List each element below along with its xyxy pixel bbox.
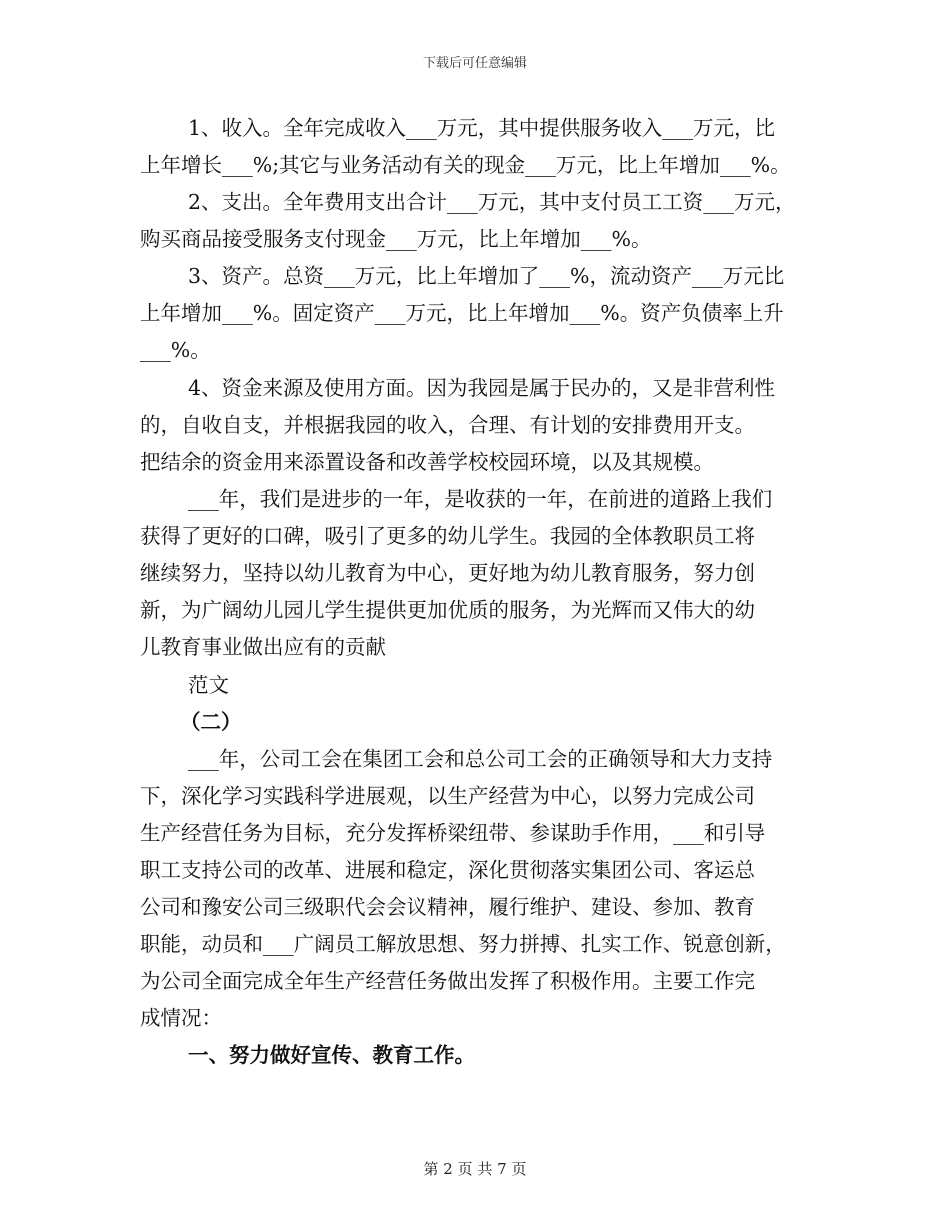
- body-line: 范文: [188, 673, 229, 697]
- body-line: 继续努力，坚持以幼儿教育为中心，更好地为幼儿教育服务，努力创: [140, 561, 755, 585]
- body-line: 3、资产。总资___万元，比上年增加了___%，流动资产___万元比: [188, 264, 785, 288]
- body-line: 把结余的资金用来添置设备和改善学校校园环境，以及其规模。: [140, 450, 714, 474]
- body-line: 新，为广阔幼儿园儿学生提供更加优质的服务，为光辉而又伟大的幼: [140, 598, 755, 622]
- body-line: 职能，动员和___广阔员工解放思想、努力拼搏、扎实工作、锐意创新，: [140, 932, 786, 956]
- body-line: 生产经营任务为目标，充分发挥桥梁纽带、参谋助手作用，___和引导: [140, 821, 766, 845]
- body-line: 2、支出。全年费用支出合计___万元，其中支付员工工资___万元，: [188, 190, 796, 214]
- body-line: 职工支持公司的改革、进展和稳定，深化贯彻落实集团公司、客运总: [140, 858, 755, 882]
- section-heading: 一、努力做好宣传、教育工作。: [188, 1043, 475, 1067]
- body-line: 儿教育事业做出应有的贡献: [140, 635, 386, 659]
- body-line: 上年增加___%。固定资产___万元，比上年增加___%。资产负债率上升: [140, 301, 784, 325]
- page-footer: 第 2 页 共 7 页: [423, 1160, 527, 1178]
- body-line: ___%。: [140, 338, 211, 362]
- body-line: 购买商品接受服务支付现金___万元，比上年增加___%。: [140, 227, 652, 251]
- body-line: 下，深化学习实践科学进展观，以生产经营为中心，以努力完成公司: [140, 784, 755, 808]
- body-line: 获得了更好的口碑，吸引了更多的幼儿学生。我园的全体教职员工将: [140, 524, 755, 548]
- body-line: 4、资金来源及使用方面。因为我园是属于民办的，又是非营利性: [188, 376, 776, 400]
- body-line: 公司和豫安公司三级职代会会议精神，履行维护、建设、参加、教育: [140, 895, 755, 919]
- body-line: ___年，公司工会在集团工会和总公司工会的正确领导和大力支持: [188, 747, 773, 771]
- body-line: ___年，我们是进步的一年，是收获的一年，在前进的道路上我们: [188, 487, 773, 511]
- body-line: 的，自收自支，并根据我园的收入，合理、有计划的安排费用开支。: [140, 413, 755, 437]
- body-line: 1、收入。全年完成收入___万元，其中提供服务收入___万元，比: [188, 116, 776, 140]
- page-header: 下载后可任意编辑: [422, 56, 527, 71]
- body-line: 成情况：: [140, 1006, 222, 1030]
- body-line: 上年增长___%;其它与业务活动有关的现金___万元，比上年增加___%。: [140, 153, 791, 177]
- body-line: 为公司全面完成全年生产经营任务做出发挥了积极作用。主要工作完: [140, 969, 755, 993]
- section-title: （二）: [180, 710, 242, 734]
